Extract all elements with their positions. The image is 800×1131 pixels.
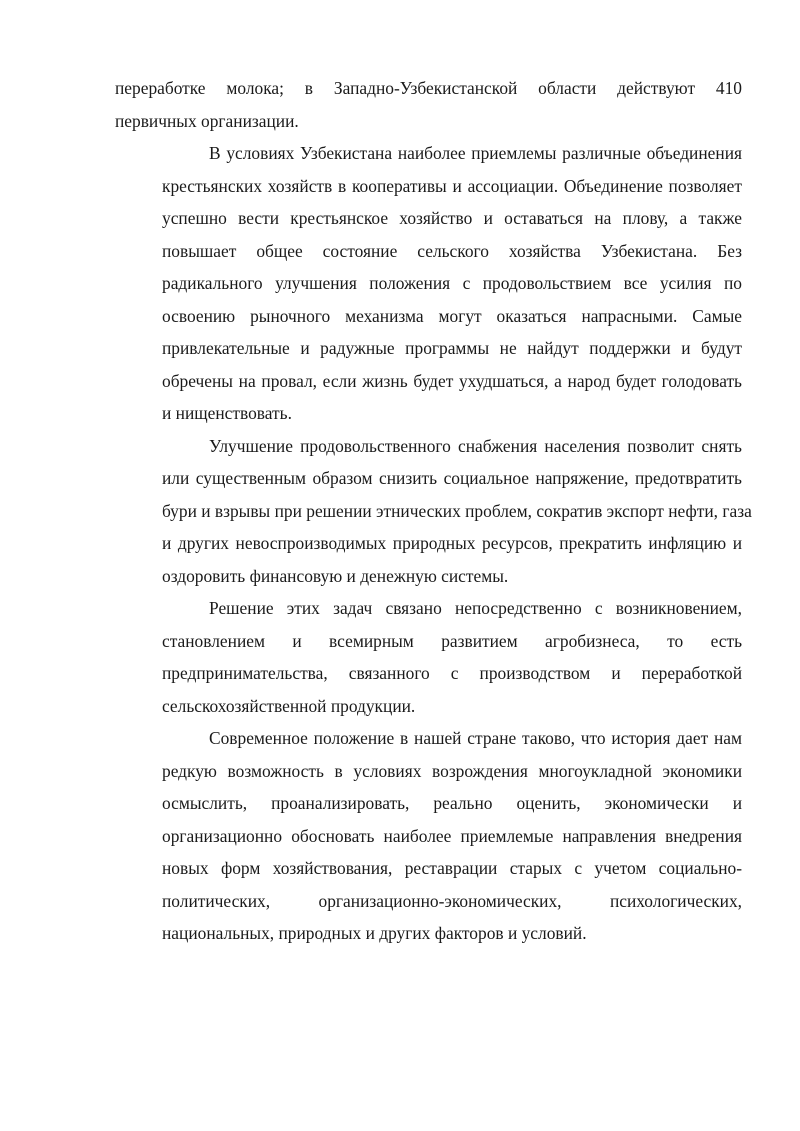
paragraph-2: [115, 137, 742, 430]
paragraph-3: [115, 430, 752, 593]
text-line: Современное положение в нашей стране таково, что история дает нам: [209, 728, 742, 748]
text-line: новых форм хозяйствования, реставрации старых с учетом социально-: [162, 858, 742, 878]
text-line: Улучшение продовольственного снабжения населения позволит снять: [209, 435, 742, 456]
text-line: привлекательные и радужные программы не найдут поддержки и будут: [162, 338, 742, 358]
text-line: освоению рыночного механизма могут оказаться напрасными. Самые: [162, 305, 742, 326]
text-line: сельскохозяйственной продукции.: [162, 695, 416, 716]
text-line: редкую возможность в условиях возрождения многоукладной экономики: [162, 760, 742, 781]
text-line: оздоровить финансовую и денежную системы.: [162, 565, 509, 586]
text-line: успешно вести крестьянское хозяйство и оставаться на плову, а также: [162, 208, 742, 228]
text-line: радикального улучшения положения с продовольствием все усилия по: [162, 273, 742, 293]
text-line: бури и взрывы при решении этнических проблем, сократив экспорт нефти, газа: [162, 500, 752, 521]
text-line: становлением и всемирным развитием агробизнеса, то есть: [162, 630, 742, 651]
text-line: обречены на провал, если жизнь будет ухудшаться, а народ будет голодовать: [162, 370, 742, 391]
text-line: крестьянских хозяйств в кооперативы и ассоциации. Объединение позволяет: [162, 175, 742, 196]
text-line: организационно обосновать наиболее приемлемые направления внедрения: [162, 825, 742, 846]
text-line: или существенным образом снизить социальное напряжение, предотвратить: [162, 468, 742, 488]
text-line: и нищенствовать.: [162, 403, 292, 423]
text-line: первичных организации.: [115, 110, 299, 131]
text-line: осмыслить, проанализировать, реально оценить, экономически и: [162, 793, 742, 813]
text-line: и других невоспроизводимых природных ресурсов, прекратить инфляцию и: [162, 533, 742, 553]
paragraph-4: [115, 592, 742, 722]
text-line: повышает общее состояние сельского хозяйства Узбекистана. Без: [162, 240, 742, 261]
text-line: Решение этих задач связано непосредственно с возникновением,: [209, 598, 742, 618]
text-line: В условиях Узбекистана наиболее приемлемы различные объединения: [209, 143, 742, 163]
text-line: национальных, природных и других факторов и условий.: [162, 923, 587, 943]
text-line: политических, организационно-экономических, психологических,: [162, 890, 742, 911]
text-line: переработке молока; в Западно-Узбекистанской области действуют 410: [115, 78, 742, 98]
paragraph-5: [115, 722, 742, 950]
paragraph-1: [115, 72, 742, 137]
text-line: предпринимательства, связанного с производством и переработкой: [162, 663, 742, 683]
body-text: [115, 72, 752, 950]
